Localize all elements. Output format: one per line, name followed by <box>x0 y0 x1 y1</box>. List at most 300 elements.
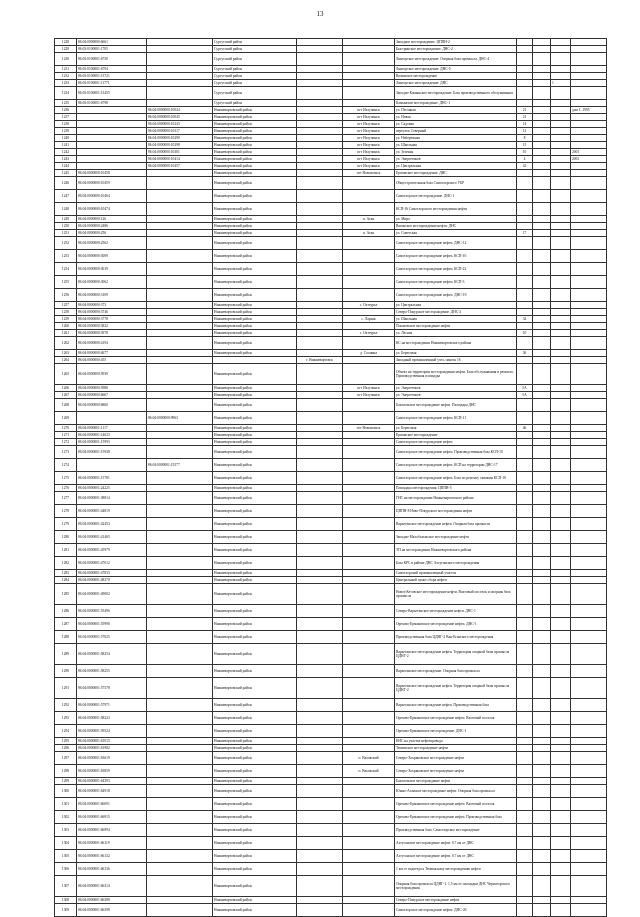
cell-building-number <box>533 53 551 66</box>
cell-premise-number <box>551 46 571 53</box>
cell-location: ул. Новая <box>395 114 517 121</box>
cell-premise-number <box>551 863 571 876</box>
cell-cadastral-number-building: 86:04:0000000:455 <box>77 357 147 364</box>
cell-note <box>571 439 607 446</box>
cell-city <box>297 557 343 570</box>
cell-settlement: пгт Излучинск <box>343 392 395 399</box>
cell-building-number <box>533 46 551 53</box>
cell-location: КС на месторождении Нижневартовского района <box>395 337 517 350</box>
cell-premise-number <box>551 316 571 323</box>
cell-note <box>571 699 607 712</box>
cell-location: 1 км от подъезда к Тюменскому месторождению нефти <box>395 863 517 876</box>
cell-building-number <box>533 725 551 738</box>
cell-building-number <box>533 100 551 107</box>
cell-building-number <box>533 412 551 425</box>
table-row <box>55 364 607 385</box>
cell-row-number: 1292 <box>55 699 77 712</box>
cell-cadastral-number-building <box>77 459 147 472</box>
cell-city <box>297 337 343 350</box>
cell-city <box>297 850 343 863</box>
cell-cadastral-number-building: 86:04:0000001:64918 <box>77 785 147 798</box>
cell-building-number <box>533 570 551 577</box>
table-row <box>55 904 607 917</box>
cell-row-number: 1277 <box>55 492 77 505</box>
cell-building-number <box>533 432 551 439</box>
cell-location: Покачевское месторождение нефти <box>395 323 517 330</box>
cell-settlement <box>343 399 395 412</box>
cell-district: Сургутский район <box>213 46 297 53</box>
table-row <box>55 824 607 837</box>
cell-cadastral-number-building: 86:04:0000000:6667 <box>77 392 147 399</box>
cell-district: Нижневартовский район <box>213 432 297 439</box>
cell-row-number: 1236 <box>55 107 77 114</box>
cell-city <box>297 432 343 439</box>
cell-location: ул. Набережная <box>395 135 517 142</box>
cell-city <box>297 276 343 289</box>
cell-cadastral-number-building: 86:04:0000001:59524 <box>77 725 147 738</box>
cell-note <box>571 216 607 223</box>
cell-cadastral-number-building: 86:04:0000000:10458 <box>77 170 147 177</box>
cell-location: Орехово-Ермаковское месторождение. ДНС-1 <box>395 725 517 738</box>
cell-premise-number <box>551 584 571 605</box>
cell-premise-number <box>551 752 571 765</box>
cell-premise-number <box>551 276 571 289</box>
cell-building-number <box>533 472 551 485</box>
cell-premise-number <box>551 121 571 128</box>
cell-house-number <box>517 745 533 752</box>
cell-premise-number <box>551 350 571 357</box>
cell-building-number <box>533 250 551 263</box>
cell-house-number <box>517 100 533 107</box>
cell-premise-number <box>551 128 571 135</box>
cell-district: Сургутский район <box>213 53 297 66</box>
cell-location: ул. Энергетиков <box>395 392 517 399</box>
cell-district: Нижневартовский район <box>213 897 297 904</box>
cell-house-number <box>517 531 533 544</box>
table-row <box>55 39 607 46</box>
cell-location: Северо-Варьеганское месторождение нефти. ДНС-1 <box>395 605 517 618</box>
cell-cadastral-number-building: 86:04:0000000:10474 <box>77 203 147 216</box>
cell-city <box>297 289 343 302</box>
cell-location: Объект на территории месторождения нефти. База обслуживания и ремонта. Производственная площадка <box>395 364 517 385</box>
cell-note <box>571 459 607 472</box>
cell-cadastral-number-premise <box>147 316 213 323</box>
cell-row-number: 1246 <box>55 177 77 190</box>
cell-building-number <box>533 837 551 850</box>
cell-cadastral-number-building: 86:04:0000000:2486 <box>77 223 147 230</box>
cell-note <box>571 752 607 765</box>
cell-settlement <box>343 850 395 863</box>
cell-cadastral-number-building: 86:04:0000001:64393 <box>77 778 147 785</box>
cell-location: Тюменское месторождение нефти <box>395 745 517 752</box>
cell-settlement <box>343 665 395 678</box>
table-row <box>55 584 607 605</box>
cell-settlement <box>343 778 395 785</box>
cell-note: 2001 <box>571 156 607 163</box>
cell-premise-number: 1 <box>551 80 571 87</box>
cell-note <box>571 66 607 73</box>
cell-location: Лянторское месторождение. ДНС <box>395 80 517 87</box>
cell-city <box>297 142 343 149</box>
table-row <box>55 678 607 699</box>
cell-location: Вачимское месторождение <box>395 73 517 80</box>
cell-note <box>571 190 607 203</box>
cell-district: Нижневартовский район <box>213 785 297 798</box>
cell-location: Орехово-Ермаковское месторождение нефти. ДНС-1 <box>395 618 517 631</box>
table-row <box>55 745 607 752</box>
cell-settlement <box>343 73 395 80</box>
cell-cadastral-number-building <box>77 107 147 114</box>
cell-house-number <box>517 485 533 492</box>
cell-note <box>571 725 607 738</box>
cell-building-number <box>533 203 551 216</box>
cell-premise-number <box>551 446 571 459</box>
cell-cadastral-number-building <box>77 114 147 121</box>
cell-location: Самотлорское месторождение нефти. ДНС-20 <box>395 904 517 917</box>
table-row <box>55 399 607 412</box>
cell-building-number <box>533 276 551 289</box>
cell-house-number <box>517 752 533 765</box>
table-row <box>55 699 607 712</box>
cell-premise-number <box>551 605 571 618</box>
cell-premise-number <box>551 644 571 665</box>
cell-row-number: 1238 <box>55 121 77 128</box>
cell-note <box>571 584 607 605</box>
cell-location: ул. Лесная <box>395 330 517 337</box>
cell-row-number: 1276 <box>55 485 77 492</box>
cell-city <box>297 46 343 53</box>
cell-premise-number <box>551 505 571 518</box>
cell-cadastral-number-building: 86:04:0000001:47012 <box>77 557 147 570</box>
cell-location: КСП-16 Самотлорского месторождения нефти <box>395 203 517 216</box>
cell-location: Самотлорское месторождение нефти. Производственная база КСП-10 <box>395 446 517 459</box>
cell-cadastral-number-building <box>77 163 147 170</box>
cell-cadastral-number-premise <box>147 73 213 80</box>
cell-city <box>297 485 343 492</box>
cell-city <box>297 863 343 876</box>
cell-settlement <box>343 309 395 316</box>
cell-row-number: 1241 <box>55 142 77 149</box>
cell-cadastral-number-premise <box>147 811 213 824</box>
cell-row-number: 1240 <box>55 135 77 142</box>
cell-building-number <box>533 87 551 100</box>
cell-note <box>571 505 607 518</box>
cell-district: Нижневартовский район <box>213 557 297 570</box>
cell-building-number <box>533 631 551 644</box>
cell-district: Нижневартовский район <box>213 644 297 665</box>
cell-house-number <box>517 80 533 87</box>
cell-cadastral-number-building: 86:04:0000000:3019 <box>77 263 147 276</box>
cell-city <box>297 149 343 156</box>
cell-building-number <box>533 163 551 170</box>
cell-city <box>297 399 343 412</box>
cell-cadastral-number-premise: 86:04:0000000:10298 <box>147 142 213 149</box>
cell-location: Южно-Аганское месторождение нефти. Опорная база промысла <box>395 785 517 798</box>
cell-cadastral-number-building: 86:03:0100001:6798 <box>77 100 147 107</box>
cell-building-number <box>533 765 551 778</box>
cell-building-number <box>533 439 551 446</box>
cell-row-number: 1295 <box>55 738 77 745</box>
cell-location: Самотлорское месторождение нефти. КСП на территории ДНС-17 <box>395 459 517 472</box>
cell-cadastral-number-premise <box>147 385 213 392</box>
cell-row-number: 1252 <box>55 237 77 250</box>
cell-premise-number <box>551 73 571 80</box>
cell-settlement: пгт Излучинск <box>343 385 395 392</box>
cell-district: Нижневартовский район <box>213 230 297 237</box>
cell-house-number <box>517 824 533 837</box>
cell-cadastral-number-premise <box>147 392 213 399</box>
cell-city <box>297 678 343 699</box>
cell-row-number: 1261 <box>55 330 77 337</box>
cell-note <box>571 544 607 557</box>
cell-row-number: 1242 <box>55 149 77 156</box>
cell-settlement <box>343 557 395 570</box>
cell-district: Нижневартовский район <box>213 114 297 121</box>
table-row <box>55 725 607 738</box>
cell-settlement <box>343 712 395 725</box>
cell-district: Нижневартовский район <box>213 472 297 485</box>
cell-district: Нижневартовский район <box>213 618 297 631</box>
cell-cadastral-number-premise <box>147 618 213 631</box>
cell-building-number <box>533 876 551 897</box>
cell-cadastral-number-premise <box>147 170 213 177</box>
cell-note <box>571 531 607 544</box>
cell-note <box>571 577 607 584</box>
cell-location: Быстринское месторождение. ДНС-2 <box>395 46 517 53</box>
cell-district: Нижневартовский район <box>213 439 297 446</box>
cell-cadastral-number-premise <box>147 399 213 412</box>
cell-row-number: 1303 <box>55 824 77 837</box>
cell-cadastral-number-building: 86:04:0000000:6661 <box>77 39 147 46</box>
cell-row-number: 1266 <box>55 385 77 392</box>
cell-house-number <box>517 459 533 472</box>
table-row <box>55 798 607 811</box>
cell-premise-number <box>551 425 571 432</box>
cell-city <box>297 904 343 917</box>
cell-row-number: 1305 <box>55 850 77 863</box>
cell-district: Нижневартовский район <box>213 765 297 778</box>
cell-location: Самотлорское месторождение нефти. КСП-10 <box>395 250 517 263</box>
table-row <box>55 190 607 203</box>
cell-premise-number <box>551 876 571 897</box>
cell-note <box>571 100 607 107</box>
cell-building-number <box>533 39 551 46</box>
cell-district: Нижневартовский район <box>213 778 297 785</box>
cell-premise-number <box>551 699 571 712</box>
cell-location: Варьеганское месторождение нефти. Территория опорной базы промысла ЦДНГ-2 <box>395 644 517 665</box>
cell-building-number <box>533 798 551 811</box>
cell-city <box>297 798 343 811</box>
table-row <box>55 738 607 745</box>
cell-note <box>571 425 607 432</box>
cell-cadastral-number-premise <box>147 904 213 917</box>
cell-row-number: 1265 <box>55 364 77 385</box>
cell-note <box>571 605 607 618</box>
cell-location: ул. Центральная <box>395 163 517 170</box>
cell-row-number: 1253 <box>55 250 77 263</box>
cell-row-number: 1291 <box>55 678 77 699</box>
cell-location: Западный промышленный узел, панель 16 <box>395 357 517 364</box>
cell-note <box>571 385 607 392</box>
cell-cadastral-number-premise: 86:04:0000001:15577 <box>147 459 213 472</box>
cell-note <box>571 350 607 357</box>
cell-cadastral-number-premise <box>147 87 213 100</box>
cell-district: Нижневартовский район <box>213 584 297 605</box>
cell-row-number: 1285 <box>55 584 77 605</box>
cell-city <box>297 350 343 357</box>
cell-row-number: 1283 <box>55 570 77 577</box>
cell-premise-number <box>551 190 571 203</box>
cell-district: Нижневартовский район <box>213 170 297 177</box>
cell-premise-number <box>551 439 571 446</box>
cell-building-number <box>533 170 551 177</box>
cell-note <box>571 87 607 100</box>
cell-cadastral-number-building: 86:04:0000001:38814 <box>77 492 147 505</box>
cell-cadastral-number-premise <box>147 531 213 544</box>
cell-district: Нижневартовский район <box>213 678 297 699</box>
cell-cadastral-number-building: 86:04:0000001:66994 <box>77 824 147 837</box>
cell-city <box>297 107 343 114</box>
cell-house-number <box>517 439 533 446</box>
cell-premise-number <box>551 785 571 798</box>
cell-cadastral-number-building: 86:04:0000000:4194 <box>77 337 147 350</box>
cell-note <box>571 170 607 177</box>
cell-building-number <box>533 350 551 357</box>
cell-district: Нижневартовский район <box>213 190 297 203</box>
cell-city <box>297 392 343 399</box>
cell-row-number: 1264 <box>55 357 77 364</box>
cell-cadastral-number-building: 86:04:0000000:3978 <box>77 330 147 337</box>
cell-building-number <box>533 863 551 876</box>
cell-note <box>571 289 607 302</box>
cell-premise-number <box>551 156 571 163</box>
cell-cadastral-number-premise <box>147 745 213 752</box>
cell-district: Нижневартовский район <box>213 824 297 837</box>
cell-district: Сургутский район <box>213 66 297 73</box>
cell-settlement <box>343 505 395 518</box>
cell-note <box>571 203 607 216</box>
cell-location: Производственная база ЦДНГ-2 Ван-Еганского месторождения <box>395 631 517 644</box>
cell-note <box>571 492 607 505</box>
table-row <box>55 73 607 80</box>
cell-settlement <box>343 237 395 250</box>
table-row <box>55 121 607 128</box>
cell-location: Камынское месторождение. ДНС-1 <box>395 100 517 107</box>
cell-building-number <box>533 399 551 412</box>
cell-district: Нижневартовский район <box>213 237 297 250</box>
table-row <box>55 570 607 577</box>
cell-premise-number <box>551 904 571 917</box>
cell-building-number <box>533 149 551 156</box>
cell-city <box>297 223 343 230</box>
cell-district: Нижневартовский район <box>213 302 297 309</box>
cell-location: Лянторское месторождение. Опорная база промысла. ДНС-4 <box>395 53 517 66</box>
cell-row-number: 1309 <box>55 904 77 917</box>
cell-house-number <box>517 605 533 618</box>
cell-location: ул. Советская <box>395 230 517 237</box>
cell-row-number: 1254 <box>55 263 77 276</box>
cell-location: База КРС в районе ДНС Ахтуганского месторождения <box>395 557 517 570</box>
cell-settlement <box>343 577 395 584</box>
cell-row-number: 1263 <box>55 350 77 357</box>
cell-city <box>297 518 343 531</box>
cell-district: Нижневартовский район <box>213 863 297 876</box>
cell-house-number <box>517 250 533 263</box>
cell-cadastral-number-building: 86:04:0000001:66915 <box>77 811 147 824</box>
cell-building-number <box>533 785 551 798</box>
cell-premise-number <box>551 107 571 114</box>
page-number: 13 <box>316 10 324 18</box>
cell-city <box>297 505 343 518</box>
cell-city <box>297 237 343 250</box>
cell-city <box>297 128 343 135</box>
cell-premise-number <box>551 237 571 250</box>
cell-house-number: 10 <box>517 330 533 337</box>
cell-cadastral-number-premise <box>147 323 213 330</box>
cell-house-number <box>517 618 533 631</box>
cell-settlement <box>343 518 395 531</box>
cell-settlement <box>343 811 395 824</box>
cell-city <box>297 73 343 80</box>
cell-location: Орехово-Ермаковское месторождение нефти. Вахтовый поселок <box>395 712 517 725</box>
cell-location: Самотлорский промышленный участок <box>395 570 517 577</box>
cell-city <box>297 135 343 142</box>
cell-cadastral-number-premise <box>147 738 213 745</box>
cell-cadastral-number-premise <box>147 837 213 850</box>
cell-district: Нижневартовский район <box>213 323 297 330</box>
cell-house-number: 14 <box>517 121 533 128</box>
cell-location: Самотлорское месторождение нефти. КСП-3 <box>395 276 517 289</box>
cell-premise-number <box>551 492 571 505</box>
cell-row-number: 1250 <box>55 223 77 230</box>
cell-house-number <box>517 263 533 276</box>
cell-building-number <box>533 216 551 223</box>
cell-premise-number <box>551 631 571 644</box>
cell-row-number: 1230 <box>55 53 77 66</box>
cell-premise-number <box>551 364 571 385</box>
cell-note <box>571 177 607 190</box>
table-row <box>55 80 607 87</box>
cell-location: переулок Северный <box>395 128 517 135</box>
cell-row-number: 1298 <box>55 765 77 778</box>
cell-building-number <box>533 177 551 190</box>
cell-cadastral-number-premise <box>147 357 213 364</box>
cell-settlement <box>343 100 395 107</box>
cell-building-number <box>533 492 551 505</box>
cell-city <box>297 811 343 824</box>
cell-premise-number <box>551 725 571 738</box>
cell-cadastral-number-building: 86:04:0000000:3009 <box>77 250 147 263</box>
cell-city <box>297 618 343 631</box>
cell-note <box>571 678 607 699</box>
cell-cadastral-number-premise <box>147 631 213 644</box>
cell-cadastral-number-building: 86:04:0000001:58254 <box>77 644 147 665</box>
table-row <box>55 357 607 364</box>
cell-settlement <box>343 472 395 485</box>
cell-premise-number <box>551 577 571 584</box>
cell-premise-number <box>551 392 571 399</box>
cell-city <box>297 577 343 584</box>
cell-settlement <box>343 876 395 897</box>
cell-settlement <box>343 357 395 364</box>
cell-building-number <box>533 678 551 699</box>
cell-building-number <box>533 518 551 531</box>
cell-note <box>571 230 607 237</box>
cell-row-number: 1297 <box>55 752 77 765</box>
cell-city <box>297 584 343 605</box>
cell-cadastral-number-building: 86:04:0000001:61982 <box>77 745 147 752</box>
cell-building-number <box>533 330 551 337</box>
